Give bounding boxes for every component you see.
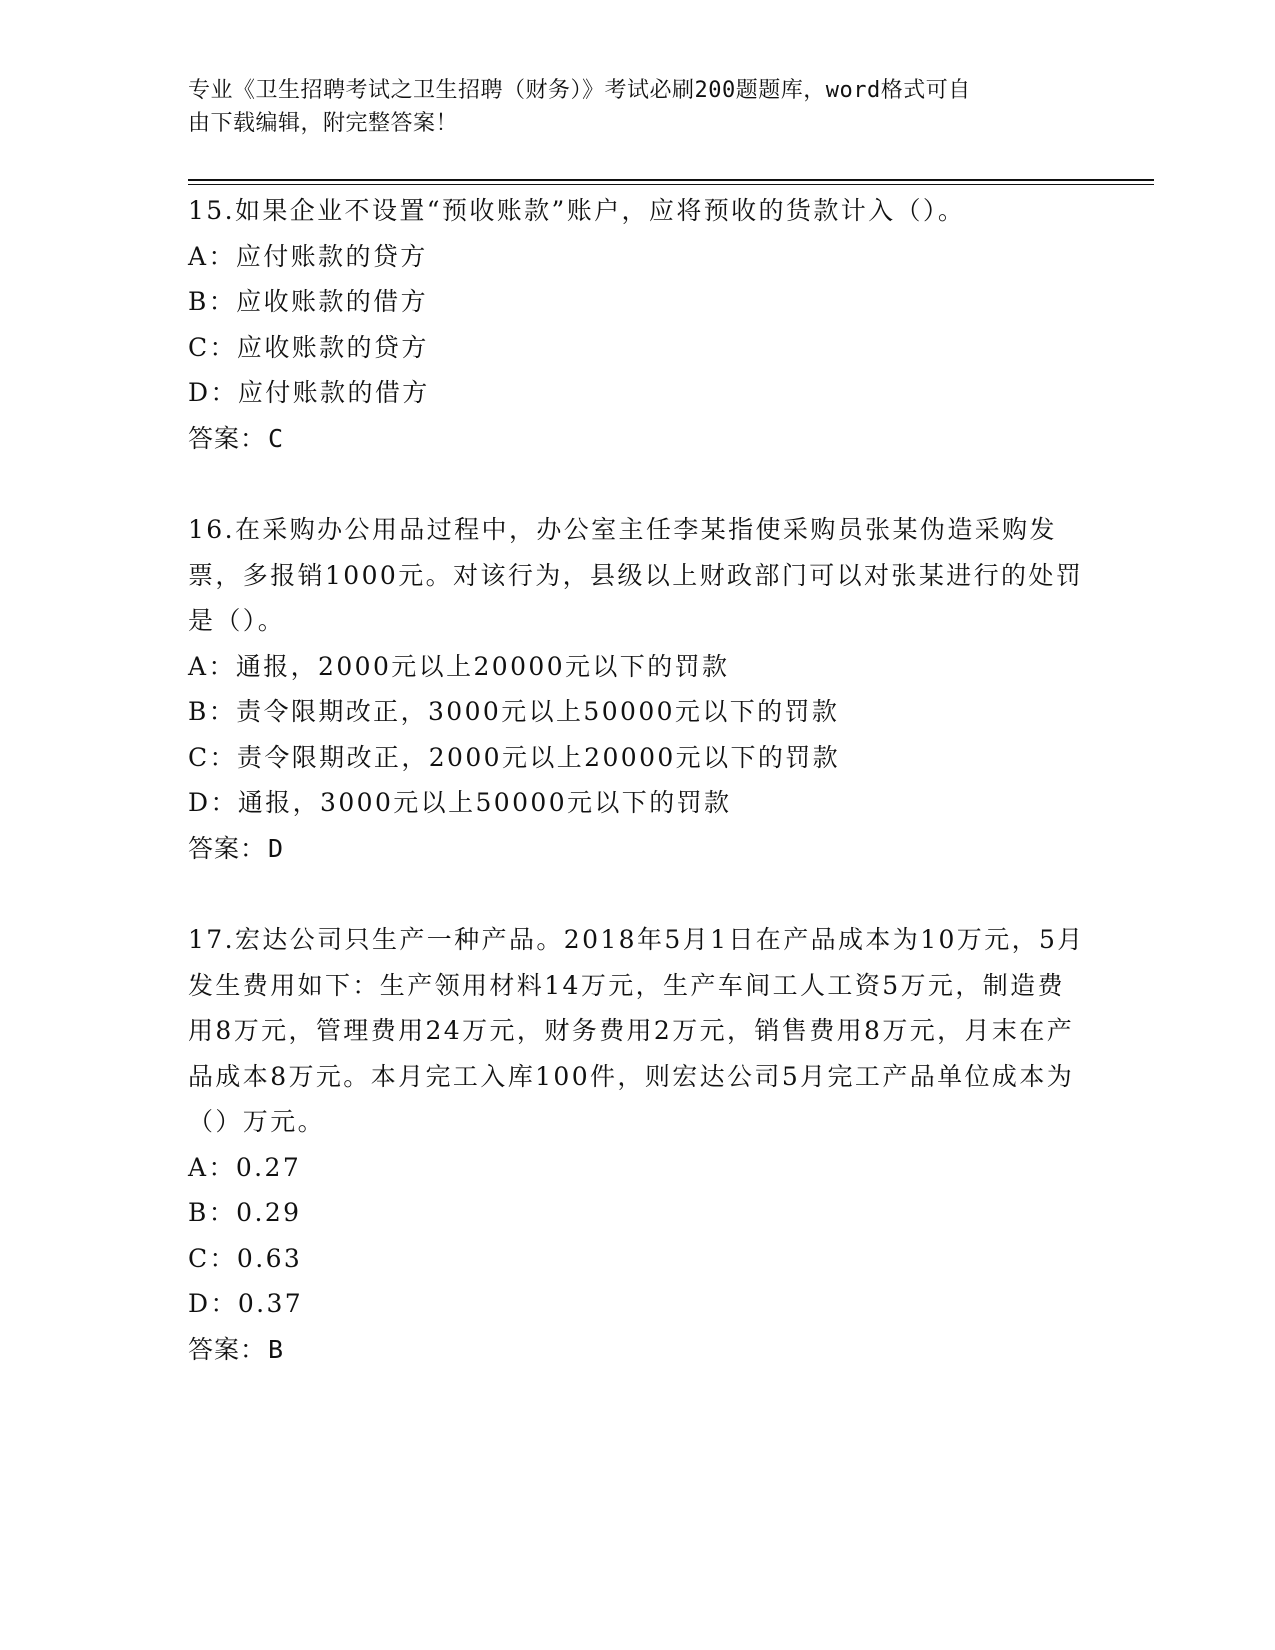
answer-value: C (268, 423, 285, 453)
answer-label: 答案： (188, 833, 267, 863)
option-c: C：责令限期改正，2000元以上20000元以下的罚款 (188, 742, 841, 772)
header-line-2: 由下载编辑，附完整答案！ (188, 111, 459, 136)
option-d: D：应付账款的借方 (188, 378, 430, 407)
header-divider-thick (188, 179, 1154, 181)
answer-label: 答案： (188, 1334, 267, 1364)
header-line-1: 专业《卫生招聘考试之卫生招聘（财务）》考试必刷200题题库，word格式可自 (188, 78, 971, 103)
option-d: D：0.37 (188, 1289, 304, 1318)
document-header (188, 74, 1088, 140)
answer-value: B (268, 1334, 285, 1364)
answer-line (188, 1327, 1088, 1373)
answer-line (188, 416, 1088, 462)
question-17 (188, 917, 1088, 1372)
option-b: B：0.29 (188, 1198, 302, 1227)
question-15 (188, 188, 1088, 461)
answer-line (188, 826, 1088, 872)
option-c: C：0.63 (188, 1243, 303, 1273)
option-a: A：应付账款的贷方 (188, 241, 428, 271)
question-list (188, 188, 1088, 1418)
option-a: A：通报，2000元以上20000元以下的罚款 (188, 651, 730, 681)
option-d: D：通报，3000元以上50000元以下的罚款 (188, 788, 732, 817)
option-b: B：责令限期改正，3000元以上50000元以下的罚款 (188, 697, 840, 726)
answer-label: 答案： (188, 423, 267, 453)
option-b: B：应收账款的借方 (188, 287, 428, 316)
question-16 (188, 507, 1088, 871)
question-stem: 17.宏达公司只生产一种产品。2018年5月1日在产品成本为10万元，5月发生费用如下：生产领用材料14万元，生产车间工人工资5万元，制造费用8万元，管理费用24万元，财务费用2万元，销售费用8万元，月末在产品成本8万元。本月完工入库100件，则宏达公司5月完工产品单位成本为（）万元。 (188, 925, 1085, 1136)
question-stem: 15.如果企业不设置“预收账款”账户，应将预收的货款计入（）。 (188, 196, 966, 225)
answer-value: D (268, 833, 285, 863)
option-c: C：应收账款的贷方 (188, 332, 429, 362)
header-divider-thin (188, 184, 1154, 185)
question-stem: 16.在采购办公用品过程中，办公室主任李某指使采购员张某伪造采购发票，多报销1000元。对该行为，县级以上财政部门可以对张某进行的处罚是（）。 (188, 515, 1084, 635)
option-a: A：0.27 (188, 1152, 302, 1182)
